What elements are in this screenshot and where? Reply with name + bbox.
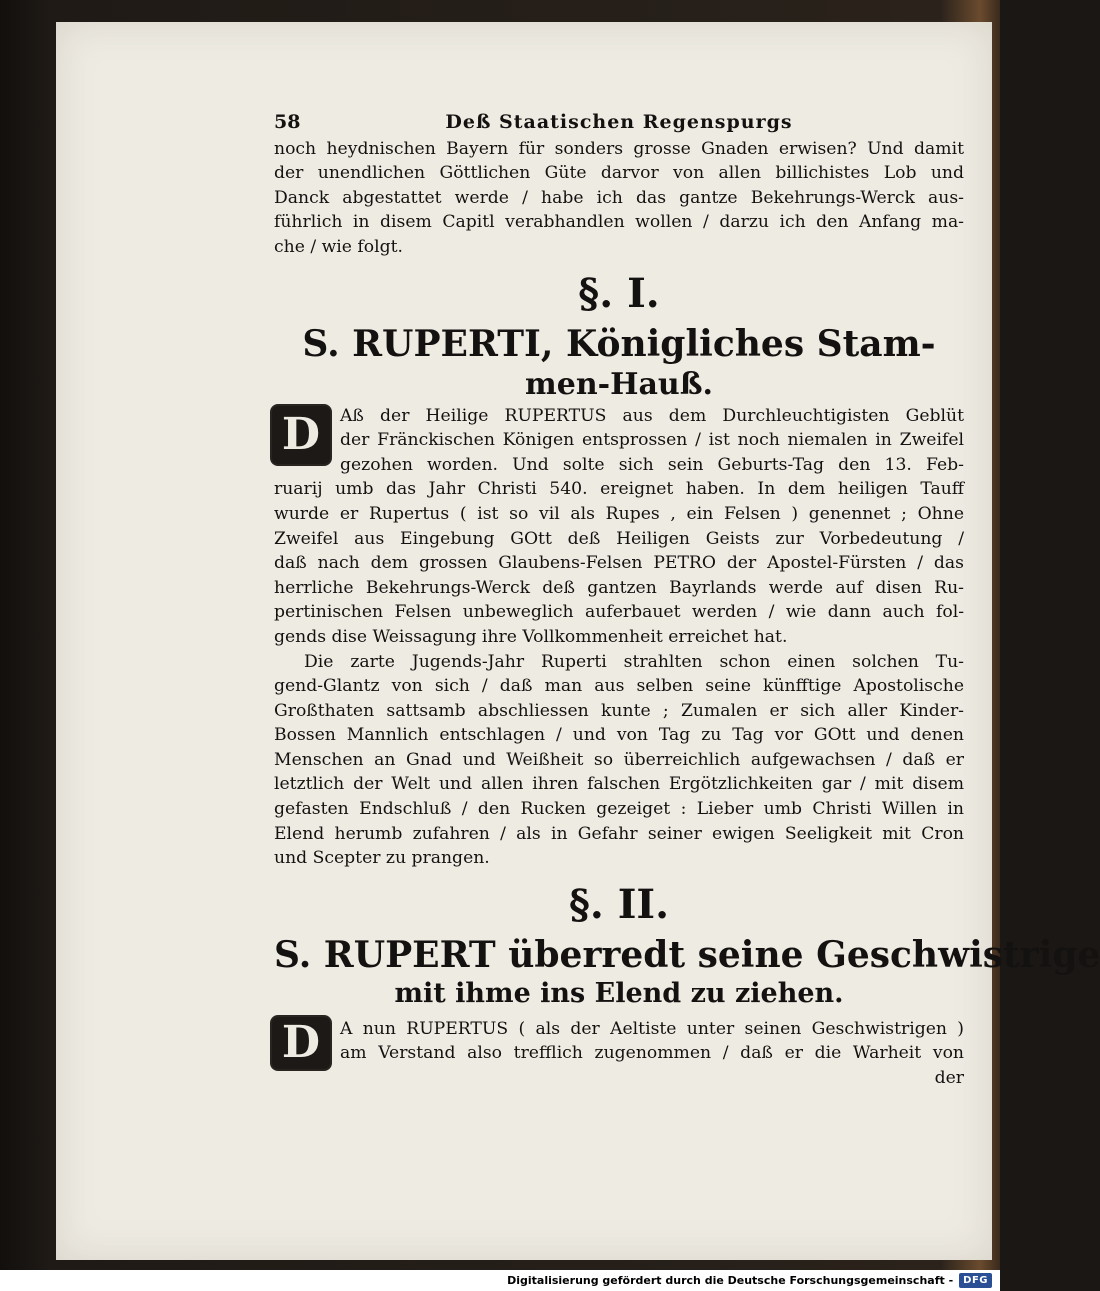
- text-line: Zweifel aus Eingebung GOtt deß Heiligen Geists zur Vorbedeutung /: [274, 528, 964, 549]
- page-number: 58: [274, 111, 301, 133]
- book-page: [56, 22, 1100, 1260]
- catchword: der: [934, 1068, 964, 1089]
- decorated-initial: D: [272, 1017, 330, 1069]
- page-header: [274, 110, 964, 135]
- text-line: pertinischen Felsen unbeweglich auferbauet werden / wie dann auch fol-: [274, 602, 964, 623]
- text-line: Großthaten sattsamb abschliessen kunte ; Zumalen er sich aller Kinder-: [274, 700, 964, 721]
- section-1-paragraph-1: [274, 404, 964, 650]
- text-line: der unendlichen Göttlichen Güte darvor von allen billichistes Lob und: [274, 163, 964, 184]
- intro-paragraph: [274, 137, 964, 260]
- text-line: Bossen Mannlich entschlagen / und von Tag zu Tag vor GOtt und denen: [274, 725, 964, 746]
- text-line: Menschen an Gnad und Weißheit so überreichlich aufgewachsen / daß er: [274, 749, 964, 770]
- section-2-title-line-1: S. RUPERT überredt seine Geschwistrige: [274, 933, 1100, 976]
- funding-notice: Digitalisierung gefördert durch die Deutsche Forschungsgemeinschaft -: [507, 1274, 954, 1287]
- text-line: und Scepter zu prangen.: [274, 848, 490, 869]
- text-line: letztlich der Welt und allen ihren falschen Ergötzlichkeiten gar / mit disem: [274, 774, 964, 795]
- running-head: Deß Staatischen Regenspurgs: [445, 111, 793, 133]
- text-line: A nun RUPERTUS ( als der Aeltiste unter seinen Geschwistrigen ): [340, 1018, 964, 1039]
- text-line: gends dise Weissagung ihre Vollkommenheit erreichet hat.: [274, 626, 788, 647]
- decorated-initial: D: [272, 406, 330, 464]
- section-2-title-line-2: mit ihme ins Elend zu ziehen.: [394, 977, 844, 1009]
- text-line: führlich in disem Capitl verabhandlen wollen / darzu ich den Anfang ma-: [274, 212, 964, 233]
- section-1-title-line-2: men-Hauß.: [525, 366, 713, 402]
- dfg-logo-icon: DFG: [959, 1273, 992, 1288]
- text-line: Aß der Heilige RUPERTUS aus dem Durchleuchtigisten Geblüt: [340, 405, 964, 426]
- section-2-mark: §. II.: [568, 880, 670, 928]
- section-1-paragraph-2: [274, 650, 964, 871]
- text-line: der Fränckischen Königen entsprossen / ist noch niemalen in Zweifel: [340, 430, 964, 451]
- text-line: noch heydnischen Bayern für sonders grosse Gnaden erwisen? Und damit: [274, 138, 964, 159]
- text-line: am Verstand also trefflich zugenommen / daß er die Warheit von: [340, 1043, 964, 1064]
- text-line: gefasten Endschluß / den Rucken gezeiget : Lieber umb Christi Willen in: [274, 799, 964, 820]
- text-line: Die zarte Jugends-Jahr Ruperti strahlten schon einen solchen Tu-: [304, 651, 964, 672]
- section-1-title-line-1: S. RUPERTI, Königliches Stam-: [302, 322, 936, 365]
- section-2-paragraph-1: [274, 1017, 964, 1091]
- text-line: gend-Glantz von sich / daß man aus selben seine künfftige Apostolische: [274, 676, 964, 697]
- text-line: daß nach dem grossen Glaubens-Felsen PETRO der Apostel-Fürsten / das: [274, 553, 964, 574]
- text-line: ruarij umb das Jahr Christi 540. ereignet haben. In dem heiligen Tauff: [274, 479, 964, 500]
- section-1-mark: §. I.: [578, 269, 660, 317]
- digitization-footer: [0, 1270, 1000, 1291]
- text-line: gezohen worden. Und solte sich sein Geburts-Tag den 13. Feb-: [340, 454, 964, 475]
- text-line: wurde er Rupertus ( ist so vil als Rupes , ein Felsen ) genennet ; Ohne: [274, 503, 964, 524]
- text-line: Elend herumb zufahren / als in Gefahr seiner ewigen Seeligkeit mit Cron: [274, 823, 964, 844]
- text-line: Danck abgestattet werde / habe ich das gantze Bekehrungs-Werck aus-: [274, 187, 964, 208]
- text-line: che / wie folgt.: [274, 236, 404, 257]
- page-text: [274, 110, 1100, 1091]
- text-line: herrliche Bekehrungs-Werck deß gantzen Bayrlands werde auf disen Ru-: [274, 577, 964, 598]
